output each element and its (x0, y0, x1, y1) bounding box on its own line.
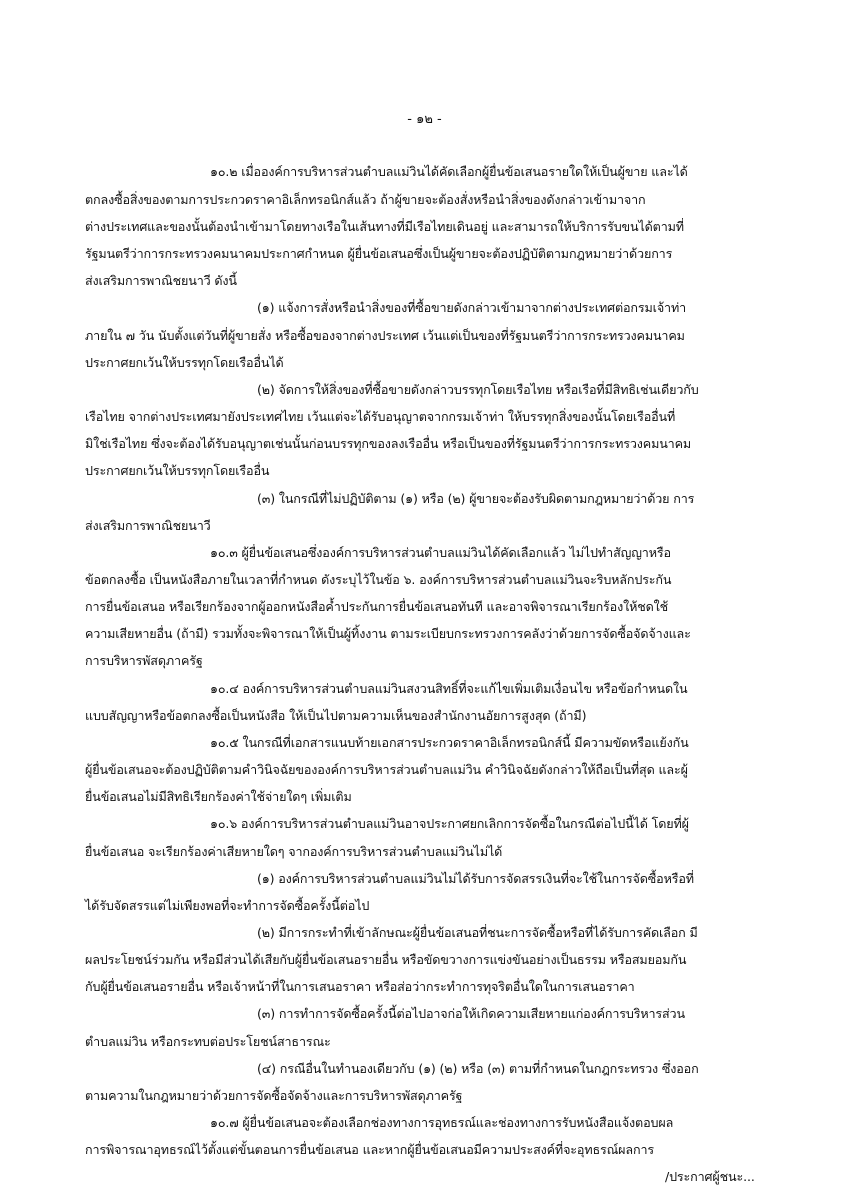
text-line: รัฐมนตรีว่าการกระทรวงคมนาคมประกาศกำหนด ผู้ยื่นข้อเสนอซึ่งเป็นผู้ขายจะต้องปฏิบัติตามกฎหมายว่าด้วยการ (85, 246, 673, 261)
text-line: ภายใน ๗ วัน นับตั้งแต่วันที่ผู้ขายสั่ง หรือซื้อของจากต่างประเทศ เว้นแต่เป็นของที่รัฐมนตรีว่าการกระทรวงคมนาคม (85, 328, 685, 343)
text-line: ตำบลแม่วิน หรือกระทบต่อประโยชน์สาธารณะ (85, 1034, 331, 1049)
page-number: - ๑๒ - (407, 112, 442, 127)
text-line: ๑๐.๗ ผู้ยื่นข้อเสนอจะต้องเลือกช่องทางการอุทธรณ์และช่องทางการรับหนังสือแจ้งตอบผล (210, 1115, 674, 1130)
text-line: การพิจารณาอุทธรณ์ไว้ตั้งแต่ขั้นตอนการยื่นข้อเสนอ และหากผู้ยื่นข้อเสนอมีความประสงค์ที่จะอุทธรณ์ผลการ (85, 1142, 654, 1157)
text-line: ผลประโยชน์ร่วมกัน หรือมีส่วนได้เสียกับผู้ยื่นข้อเสนอรายอื่น หรือขัดขวางการแข่งขันอย่างเป็นธรรม หรือสมยอมกัน (85, 952, 687, 967)
text-line: ต่างประเทศและของนั้นต้องนำเข้ามาโดยทางเรือในเส้นทางที่มีเรือไทยเดินอยู่ และสามารถให้บริการรับขนได้ตามที่ (85, 219, 684, 234)
text-line: (๒) มีการกระทำที่เข้าลักษณะผู้ยื่นข้อเสนอที่ชนะการจัดซื้อหรือที่ได้รับการคัดเลือก มี (257, 925, 698, 940)
text-line: ยื่นข้อเสนอไม่มีสิทธิเรียกร้องค่าใช้จ่ายใดๆ เพิ่มเติม (85, 789, 352, 804)
text-line: (๑) องค์การบริหารส่วนตำบลแม่วินไม่ได้รับการจัดสรรเงินที่จะใช้ในการจัดซื้อหรือที่ (257, 871, 694, 886)
text-line: ตกลงซื้อสิ่งของตามการประกวดราคาอิเล็กทรอนิกส์แล้ว ถ้าผู้ขายจะต้องสั่งหรือนำสิ่งของดังกล่าวเข้ามาจาก (85, 192, 646, 207)
text-line: ยื่นข้อเสนอ จะเรียกร้องค่าเสียหายใดๆ จากองค์การบริหารส่วนตำบลแม่วินไม่ได้ (85, 844, 503, 859)
text-line: (๓) ในกรณีที่ไม่ปฏิบัติตาม (๑) หรือ (๒) ผู้ขายจะต้องรับผิดตามกฎหมายว่าด้วย การ (257, 491, 695, 506)
text-line: มิใช่เรือไทย ซึ่งจะต้องได้รับอนุญาตเช่นนั้นก่อนบรรทุกของลงเรืออื่น หรือเป็นของที่รัฐมนตรีว่าการกระทรวงคมนาคม (85, 436, 692, 451)
text-line: การยื่นข้อเสนอ หรือเรียกร้องจากผู้ออกหนังสือค้ำประกันการยื่นข้อเสนอทันที และอาจพิจารณาเรียกร้องให้ชดใช้ (85, 599, 669, 614)
text-line: การบริหารพัสดุภาครัฐ (85, 653, 203, 668)
continuation-marker: /ประกาศผู้ชนะ... (665, 1169, 755, 1184)
text-line: (๑) แจ้งการสั่งหรือนำสิ่งของที่ซื้อขายดังกล่าวเข้ามาจากต่างประเทศต่อกรมเจ้าท่า (257, 300, 687, 315)
text-line: (๔) กรณีอื่นในทำนองเดียวกับ (๑) (๒) หรือ (๓) ตามที่กำหนดในกฎกระทรวง ซึ่งออก (257, 1061, 699, 1076)
text-line: ตามความในกฎหมายว่าด้วยการจัดซื้อจัดจ้างและการบริหารพัสดุภาครัฐ (85, 1088, 463, 1103)
text-line: ส่งเสริมการพาณิชยนาวี ดังนี้ (85, 273, 237, 288)
text-line: ประกาศยกเว้นให้บรรทุกโดยเรืออื่นได้ (85, 355, 284, 370)
text-line: ได้รับจัดสรรแต่ไม่เพียงพอที่จะทำการจัดซื้อครั้งนี้ต่อไป (85, 898, 370, 913)
text-line: ๑๐.๒ เมื่อองค์การบริหารส่วนตำบลแม่วินได้คัดเลือกผู้ยื่นข้อเสนอรายใดให้เป็นผู้ขาย และได้ (210, 164, 688, 179)
text-line: กับผู้ยื่นข้อเสนอรายอื่น หรือเจ้าหน้าที่ในการเสนอราคา หรือส่อว่ากระทำการทุจริตอื่นใดในการเสนอราคา (85, 979, 635, 994)
text-line: ผู้ยื่นข้อเสนอจะต้องปฏิบัติตามคำวินิจฉัยขององค์การบริหารส่วนตำบลแม่วิน คำวินิจฉัยดังกล่าวให้ถือเป็นที่สุด และผู้ (85, 762, 688, 777)
text-line: ความเสียหายอื่น (ถ้ามี) รวมทั้งจะพิจารณาให้เป็นผู้ทิ้งงาน ตามระเบียบกระทรวงการคลังว่าด้วยการจัดซื้อจัดจ้างและ (85, 626, 691, 641)
text-line: ประกาศยกเว้นให้บรรทุกโดยเรืออื่น (85, 463, 270, 478)
text-line: ส่งเสริมการพาณิชยนาวี (85, 518, 211, 533)
text-line: แบบสัญญาหรือข้อตกลงซื้อเป็นหนังสือ ให้เป็นไปตามความเห็นของสำนักงานอัยการสูงสุด (ถ้ามี) (85, 708, 587, 723)
text-line: (๒) จัดการให้สิ่งของที่ซื้อขายดังกล่าวบรรทุกโดยเรือไทย หรือเรือที่มีสิทธิเช่นเดียวกับ (257, 382, 699, 397)
text-line: ๑๐.๕ ในกรณีที่เอกสารแนบท้ายเอกสารประกวดราคาอิเล็กทรอนิกส์นี้ มีความขัดหรือแย้งกัน (210, 735, 689, 750)
text-line: (๓) การทำการจัดซื้อครั้งนี้ต่อไปอาจก่อให้เกิดความเสียหายแก่องค์การบริหารส่วน (257, 1006, 685, 1021)
text-line: ข้อตกลงซื้อ เป็นหนังสือภายในเวลาที่กำหนด ดังระบุไว้ในข้อ ๖. องค์การบริหารส่วนตำบลแม่วินจะริบหลักประกัน (85, 572, 672, 587)
text-line: ๑๐.๖ องค์การบริหารส่วนตำบลแม่วินอาจประกาศยกเลิกการจัดซื้อในกรณีต่อไปนี้ได้ โดยที่ผู้ (210, 816, 689, 831)
text-line: เรือไทย จากต่างประเทศมายังประเทศไทย เว้นแต่จะได้รับอนุญาตจากกรมเจ้าท่า ให้บรรทุกสิ่งของนั้นโดยเรืออื่นที่ (85, 409, 676, 424)
text-line: ๑๐.๓ ผู้ยื่นข้อเสนอซึ่งองค์การบริหารส่วนตำบลแม่วินได้คัดเลือกแล้ว ไม่ไปทำสัญญาหรือ (210, 545, 671, 560)
text-line: ๑๐.๔ องค์การบริหารส่วนตำบลแม่วินสงวนสิทธิ์ที่จะแก้ไขเพิ่มเติมเงื่อนไข หรือข้อกำหนดใน (210, 681, 688, 696)
